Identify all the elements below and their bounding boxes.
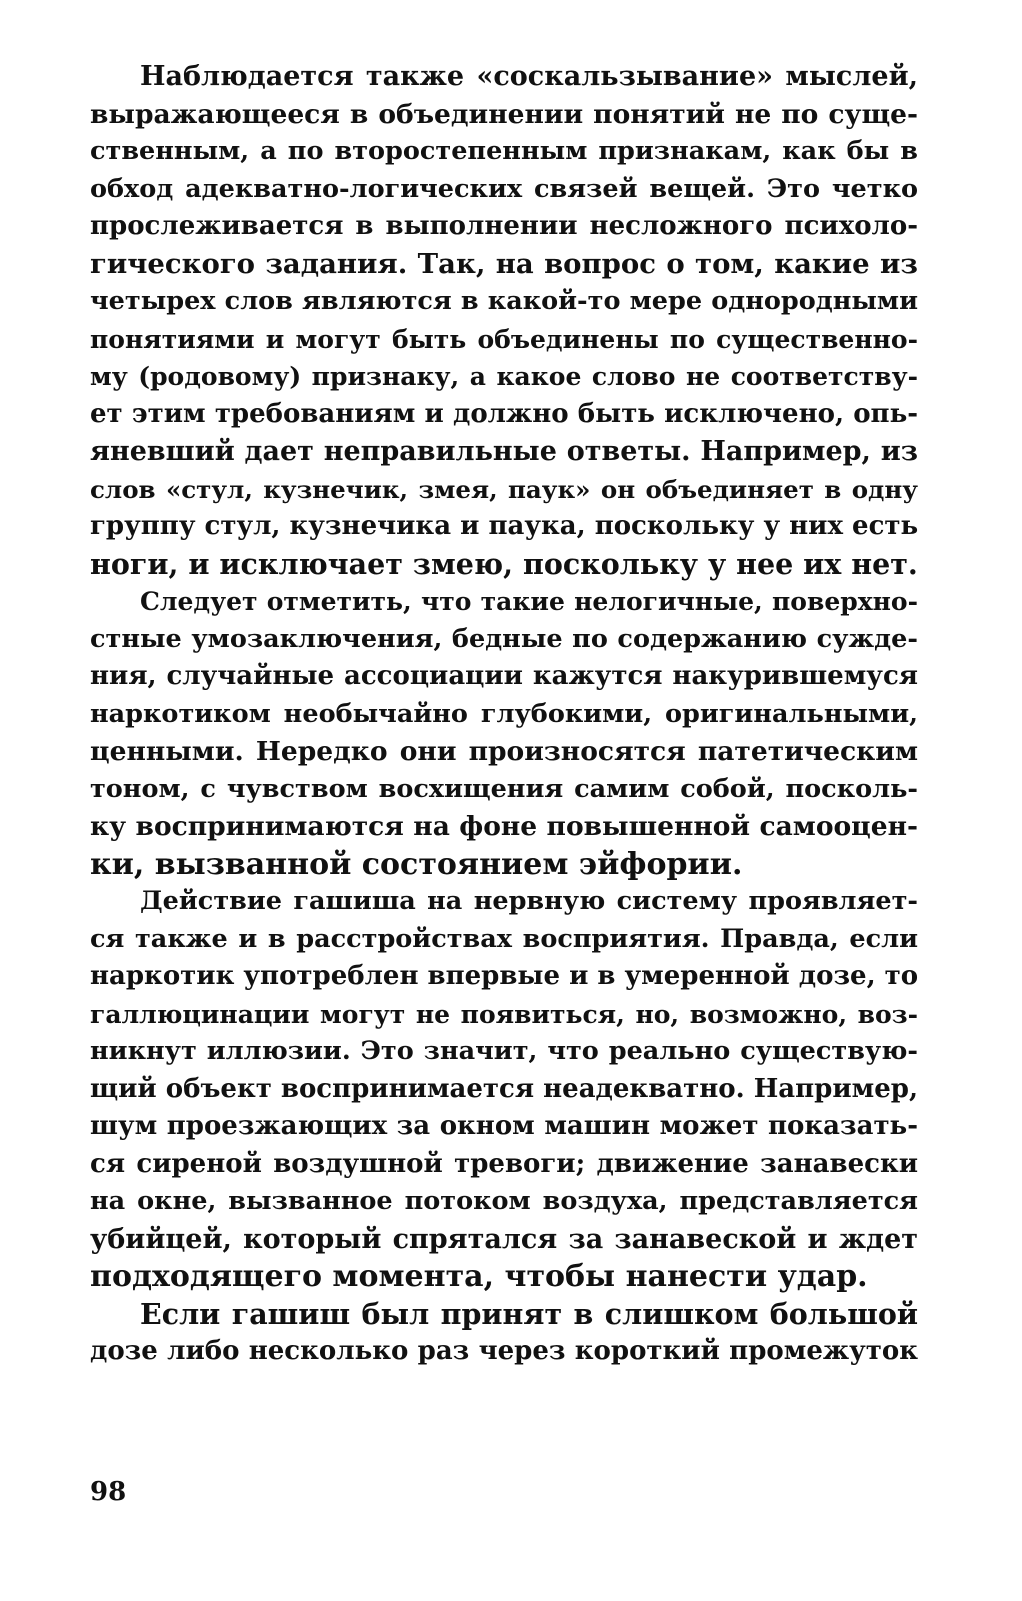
text-line: Действие гашиша на нервную систему проявляет- (140, 886, 918, 916)
text-line: ся сиреной воздушной тревоги; движение занавески (90, 1148, 918, 1179)
text-line: понятиями и могут быть объединены по существенно- (90, 324, 918, 354)
text-line: яневший дает неправильные ответы. Например, из (90, 436, 918, 467)
text-line: ет этим требованиям и должно быть исключено, опь- (90, 398, 918, 429)
text-line: ся также и в расстройствах восприятия. Правда, если (90, 923, 918, 954)
text-line: шум проезжающих за окном машин может показать- (90, 1111, 918, 1141)
text-line: ноги, и исключает змею, поскольку у нее их нет. (90, 546, 918, 581)
text-line: четырех слов являются в какой-то мере однородными (90, 286, 918, 316)
text-line: слов «стул, кузнечик, змея, паук» он объединяет в одну (90, 474, 918, 504)
text-line: тоном, с чувством восхищения самим собой, посколь- (90, 773, 918, 804)
text-line: на окне, вызванное потоком воздуха, представляется (90, 1186, 918, 1216)
paragraph-2 (90, 583, 918, 883)
text-line: ственным, а по второстепенным признакам, как бы в (90, 136, 918, 166)
text-line: щий объект воспринимается неадекватно. Например, (90, 1073, 918, 1104)
text-line: Наблюдается также «соскальзывание» мыслей, (140, 61, 918, 92)
text-line: никнут иллюзии. Это значит, что реально существую- (90, 1036, 918, 1066)
text-line: прослеживается в выполнении несложного психоло- (90, 211, 918, 241)
text-line: ния, случайные ассоциации кажутся накурившемуся (90, 661, 918, 691)
text-line: группу стул, кузнечика и паука, поскольку у них есть (90, 511, 919, 541)
text-line: наркотик употреблен впервые и в умеренной дозе, то (90, 961, 919, 991)
text-line: ценными. Нередко они произносятся патетическим (90, 736, 918, 767)
text-line: Следует отметить, что такие нелогичные, поверхно- (140, 587, 918, 616)
text-line: му (родовому) признаку, а какое слово не соответству- (90, 362, 918, 391)
text-line: Если гашиш был принят в слишком большой (140, 1296, 918, 1331)
text-line: ки, вызванной состоянием эйфории. (90, 846, 743, 882)
text-line: гического задания. Так, на вопрос о том, какие из (90, 247, 918, 280)
paragraph-1 (90, 58, 918, 583)
text-line: убийцей, который спрятался за занавеской и ждет (90, 1223, 918, 1255)
paragraph-4 (90, 1296, 918, 1371)
paragraph-3 (90, 883, 918, 1296)
page-number: 98 (90, 1477, 127, 1507)
text-line: ку воспринимаются на фоне повышенной самооцен- (90, 811, 918, 842)
text-line: выражающееся в объединении понятий не по суще- (90, 98, 918, 130)
text-line: подходящего момента, чтобы нанести удар. (90, 1259, 868, 1294)
text-line: дозе либо несколько раз через короткий промежуток (90, 1336, 918, 1366)
text-line: галлюцинации могут не появиться, но, возможно, воз- (90, 999, 918, 1029)
text-line: стные умозаключения, бедные по содержанию сужде- (90, 623, 918, 654)
text-line: наркотиком необычайно глубокими, оригинальными, (90, 698, 918, 729)
page-body (90, 58, 918, 1371)
text-line: обход адекватно-логических связей вещей. Это четко (90, 173, 918, 204)
